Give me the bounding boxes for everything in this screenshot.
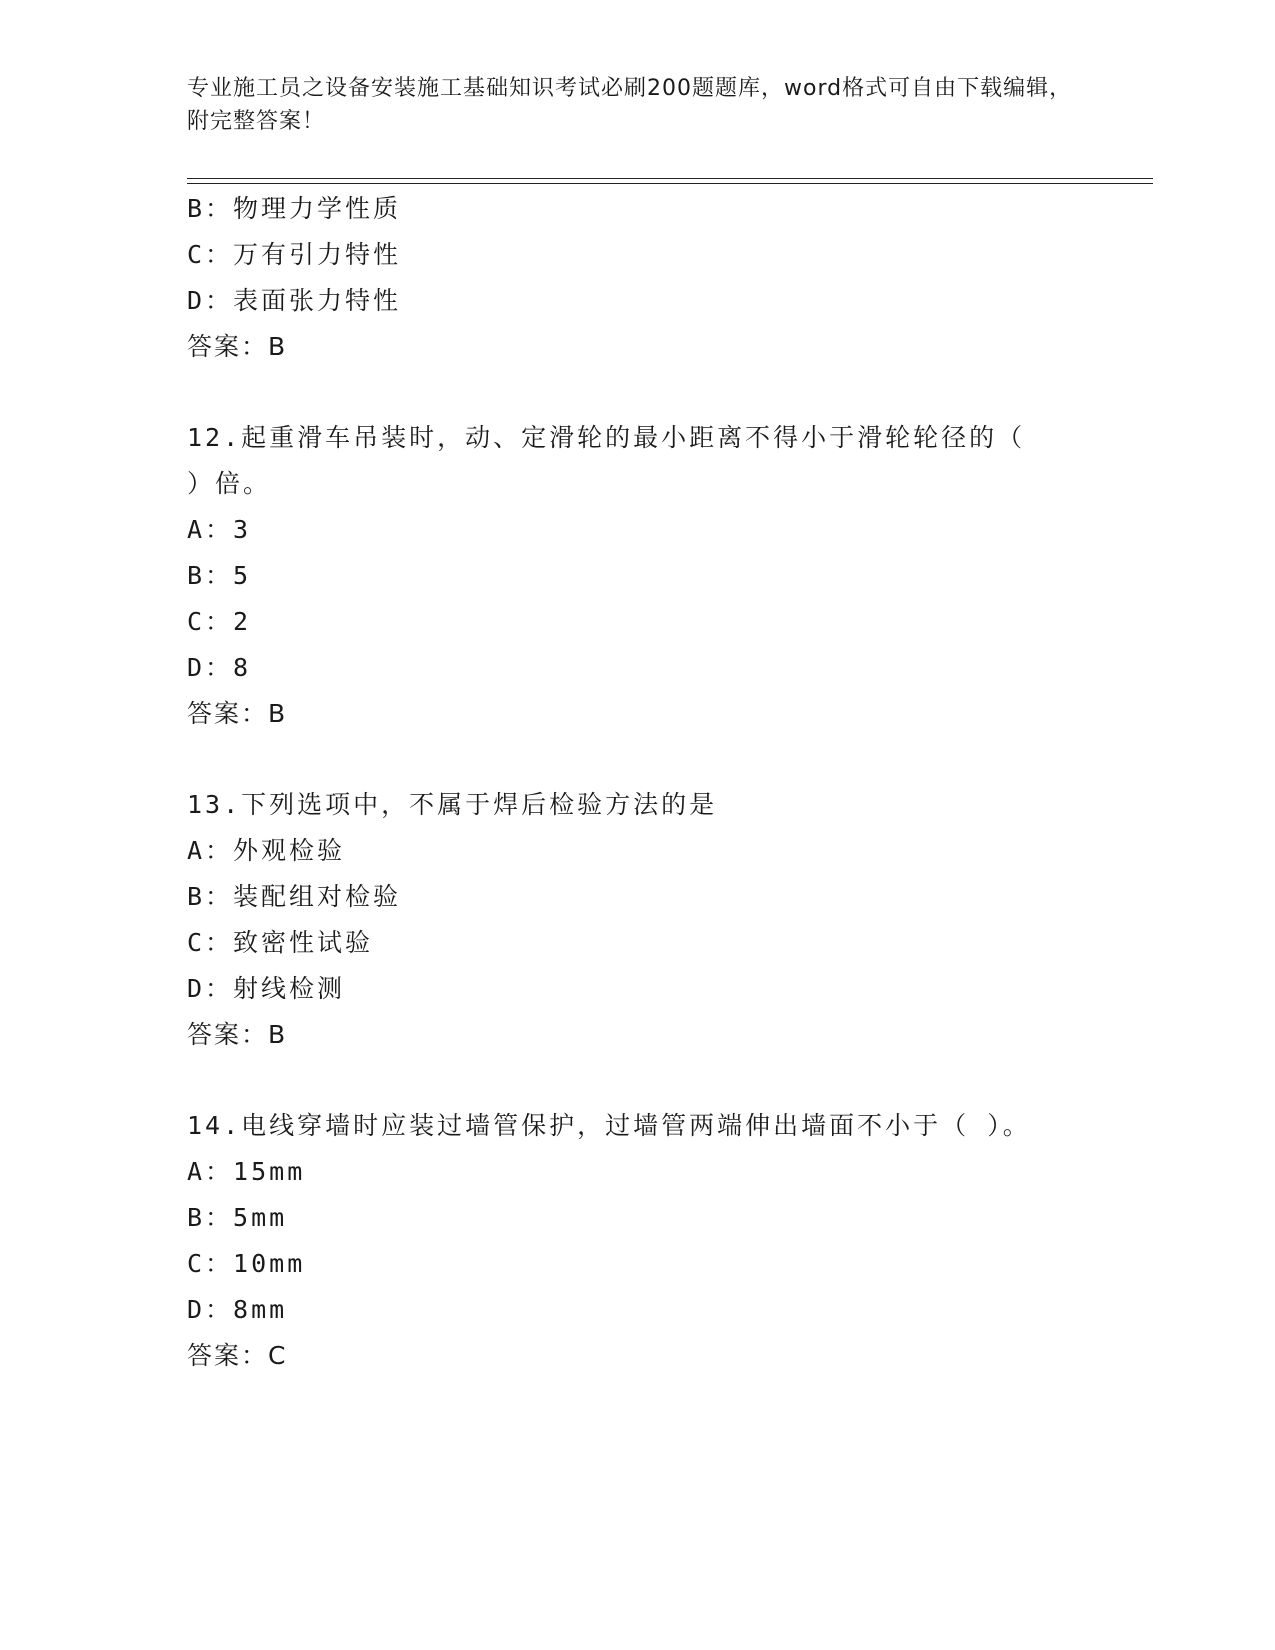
option-b: B：装配组对检验 [187,882,402,911]
option-c: C：致密性试验 [187,928,374,957]
question-block-13 [187,782,1087,1058]
document-header: 专业施工员之设备安装施工基础知识考试必刷200题题库，word格式可自由下载编辑，附完整答案！ [187,76,1073,134]
answer-line: 答案：B [187,332,288,361]
header-divider-bottom [187,183,1153,184]
option-b: B：物理力学性质 [187,194,402,223]
question-text: 12.起重滑车吊装时，动、定滑轮的最小距离不得小于滑轮轮径的（ ）倍。 [187,423,1026,498]
option-d: D：射线检测 [187,974,346,1003]
question-block-14 [187,1103,1087,1379]
option-c: C：2 [187,607,252,636]
option-b: B：5mm [187,1203,288,1232]
answer-line: 答案：B [187,699,288,728]
option-a: A：外观检验 [187,836,346,865]
question-block-12 [187,415,1087,737]
option-a: A：15mm [187,1157,306,1186]
option-d: D：8mm [187,1295,288,1324]
spacer [187,370,1087,415]
spacer [187,737,1087,782]
question-block-11 [187,186,1087,370]
question-list [187,186,1087,1379]
option-d: D：8 [187,653,252,682]
option-d: D：表面张力特性 [187,286,402,315]
answer-line: 答案：C [187,1341,288,1370]
header-divider-top [187,178,1153,179]
option-a: A：3 [187,515,252,544]
answer-line: 答案：B [187,1020,288,1049]
spacer [187,1058,1087,1103]
option-c: C：万有引力特性 [187,240,402,269]
option-c: C：10mm [187,1249,306,1278]
question-text: 13.下列选项中，不属于焊后检验方法的是 [187,790,718,819]
option-b: B：5 [187,561,252,590]
question-text: 14.电线穿墙时应装过墙管保护，过墙管两端伸出墙面不小于（ ）。 [187,1111,1031,1140]
